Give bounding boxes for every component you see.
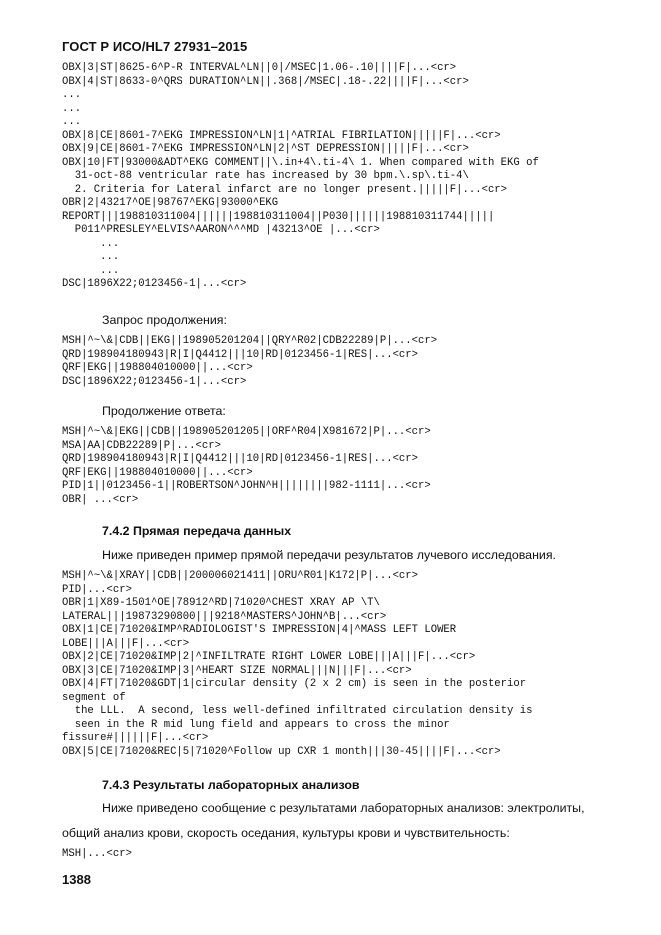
code-line: seen in the R mid lung field and appears to cross the minor (62, 718, 450, 731)
code-line: QRD|198904180943|R|I|Q4412|||10|RD|0123456-1|RES|...<cr> (62, 453, 419, 465)
code-line: PID|1||0123456-1||ROBERTSON^JOHN^H||||||||982-1111|...<cr> (62, 480, 431, 492)
code-line: LATERAL|||19873290800|||9218^MASTERS^JOHN^B|...<cr> (62, 610, 387, 623)
code-line: ... (62, 264, 120, 277)
code-block-radiology (62, 570, 532, 759)
code-line: OBX|2|CE|71020&IMP|2|^INFILTRATE RIGHT LOWER LOBE|||A|||F|...<cr> (62, 651, 476, 663)
code-line: OBX|4|ST|8633-0^QRS DURATION^LN||.368|/MSEC|.18-.22||||F|...<cr> (62, 75, 469, 88)
code-line: ... (62, 237, 120, 250)
label-query-continuation: Запрос продолжения: (102, 313, 227, 327)
code-line: OBR|1|X89-1501^OE|78912^RD|71020^CHEST XRAY AP \T\ (62, 597, 380, 609)
section-heading-7-4-3: 7.4.3 Результаты лабораторных анализов (102, 778, 360, 792)
code-line: OBX|4|FT|71020&GDT|1|circular density (2 x 2 cm) is seen in the posterior (62, 678, 527, 690)
code-line: ... (62, 251, 120, 263)
code-line: REPORT|||198810311004||||||198810311004||P030||||||198810311744||||| (62, 210, 495, 223)
code-line: PID|...<cr> (62, 583, 132, 596)
code-line: the LLL. A second, less well-defined infiltrated circulation density is (62, 705, 533, 717)
code-line: OBX|5|CE|71020&REC|5|71020^Follow up CXR 1 month|||30-45||||F|...<cr> (62, 745, 501, 758)
code-line: OBX|9|CE|8601-7^EKG IMPRESSION^LN|2|^ST DEPRESSION|||||F|...<cr> (62, 143, 469, 155)
code-line: DSC|1896X22;0123456-1|...<cr> (62, 375, 247, 388)
code-line: P011^PRESLEY^ELVIS^AARON^^^MD |43213^OE |...<cr> (62, 224, 380, 236)
code-block-response (62, 426, 431, 507)
code-line: OBX|10|FT|93000&ADT^EKG COMMENT||\.in+4\.ti-4\ 1. When compared with EKG of (62, 156, 539, 169)
code-line: OBX|3|ST|8625-6^P-R INTERVAL^LN||0|/MSEC|1.06-.10||||F|...<cr> (62, 62, 457, 74)
code-line: segment of (62, 691, 126, 704)
code-line: OBX|8|CE|8601-7^EKG IMPRESSION^LN|1|^ATRIAL FIBRILATION|||||F|...<cr> (62, 129, 501, 142)
code-line: MSA|AA|CDB22289|P|...<cr> (62, 439, 221, 452)
code-line: ... (62, 89, 82, 101)
page-number: 1388 (62, 872, 91, 887)
code-line: ... (62, 116, 82, 128)
code-line: MSH|^~\&|XRAY||CDB||200006021411||ORU^R01|K172|P|...<cr> (62, 570, 419, 582)
code-line: MSH|^~\&|CDB||EKG||198905201204||QRY^R02|CDB22289|P|...<cr> (62, 335, 438, 347)
code-block-query (62, 335, 437, 389)
code-block-lab (62, 848, 132, 862)
code-line: MSH|...<cr> (62, 848, 132, 860)
code-line: LOBE|||A|||F|...<cr> (62, 637, 190, 650)
code-line: QRD|198904180943|R|I|Q4412|||10|RD|0123456-1|RES|...<cr> (62, 348, 419, 361)
code-line: 31-oct-88 ventricular rate has increased by 30 bpm.\.sp\.ti-4\ (62, 170, 469, 182)
code-line: 2. Criteria for Lateral infarct are no longer present.|||||F|...<cr> (62, 183, 508, 196)
paragraph-7-4-3-line2: общий анализ крови, скорость оседания, культуры крови и чувствительность: (62, 826, 510, 840)
code-line: fissure#||||||F|...<cr> (62, 732, 209, 744)
code-line: OBX|1|CE|71020&IMP^RADIOLOGIST'S IMPRESSION|4|^MASS LEFT LOWER (62, 624, 457, 636)
page-header: ГОСТ Р ИСО/HL7 27931–2015 (62, 39, 248, 54)
code-line: QRF|EKG||198804010000||...<cr> (62, 466, 253, 479)
section-heading-7-4-2: 7.4.2 Прямая передача данных (102, 524, 292, 538)
code-line: QRF|EKG||198804010000||...<cr> (62, 362, 253, 374)
code-line: OBR|2|43217^OE|98767^EKG|93000^EKG (62, 197, 279, 209)
code-line: OBR| ...<cr> (62, 493, 139, 506)
code-line: MSH|^~\&|EKG||CDB||198905201205||ORF^R04|X981672|P|...<cr> (62, 426, 431, 438)
paragraph-7-4-2: Ниже приведен пример прямой передачи результатов лучевого исследования. (102, 548, 556, 562)
code-line: OBX|3|CE|71020&IMP|3|^HEART SIZE NORMAL|||N|||F|...<cr> (62, 664, 412, 677)
code-block-ekg-results (62, 62, 539, 292)
label-response-continuation: Продолжение ответа: (102, 404, 226, 418)
paragraph-7-4-3-line1: Ниже приведено сообщение с результатами лабораторных анализов: электролиты, (102, 801, 585, 815)
code-line: DSC|1896X22;0123456-1|...<cr> (62, 278, 247, 290)
code-line: ... (62, 102, 82, 115)
